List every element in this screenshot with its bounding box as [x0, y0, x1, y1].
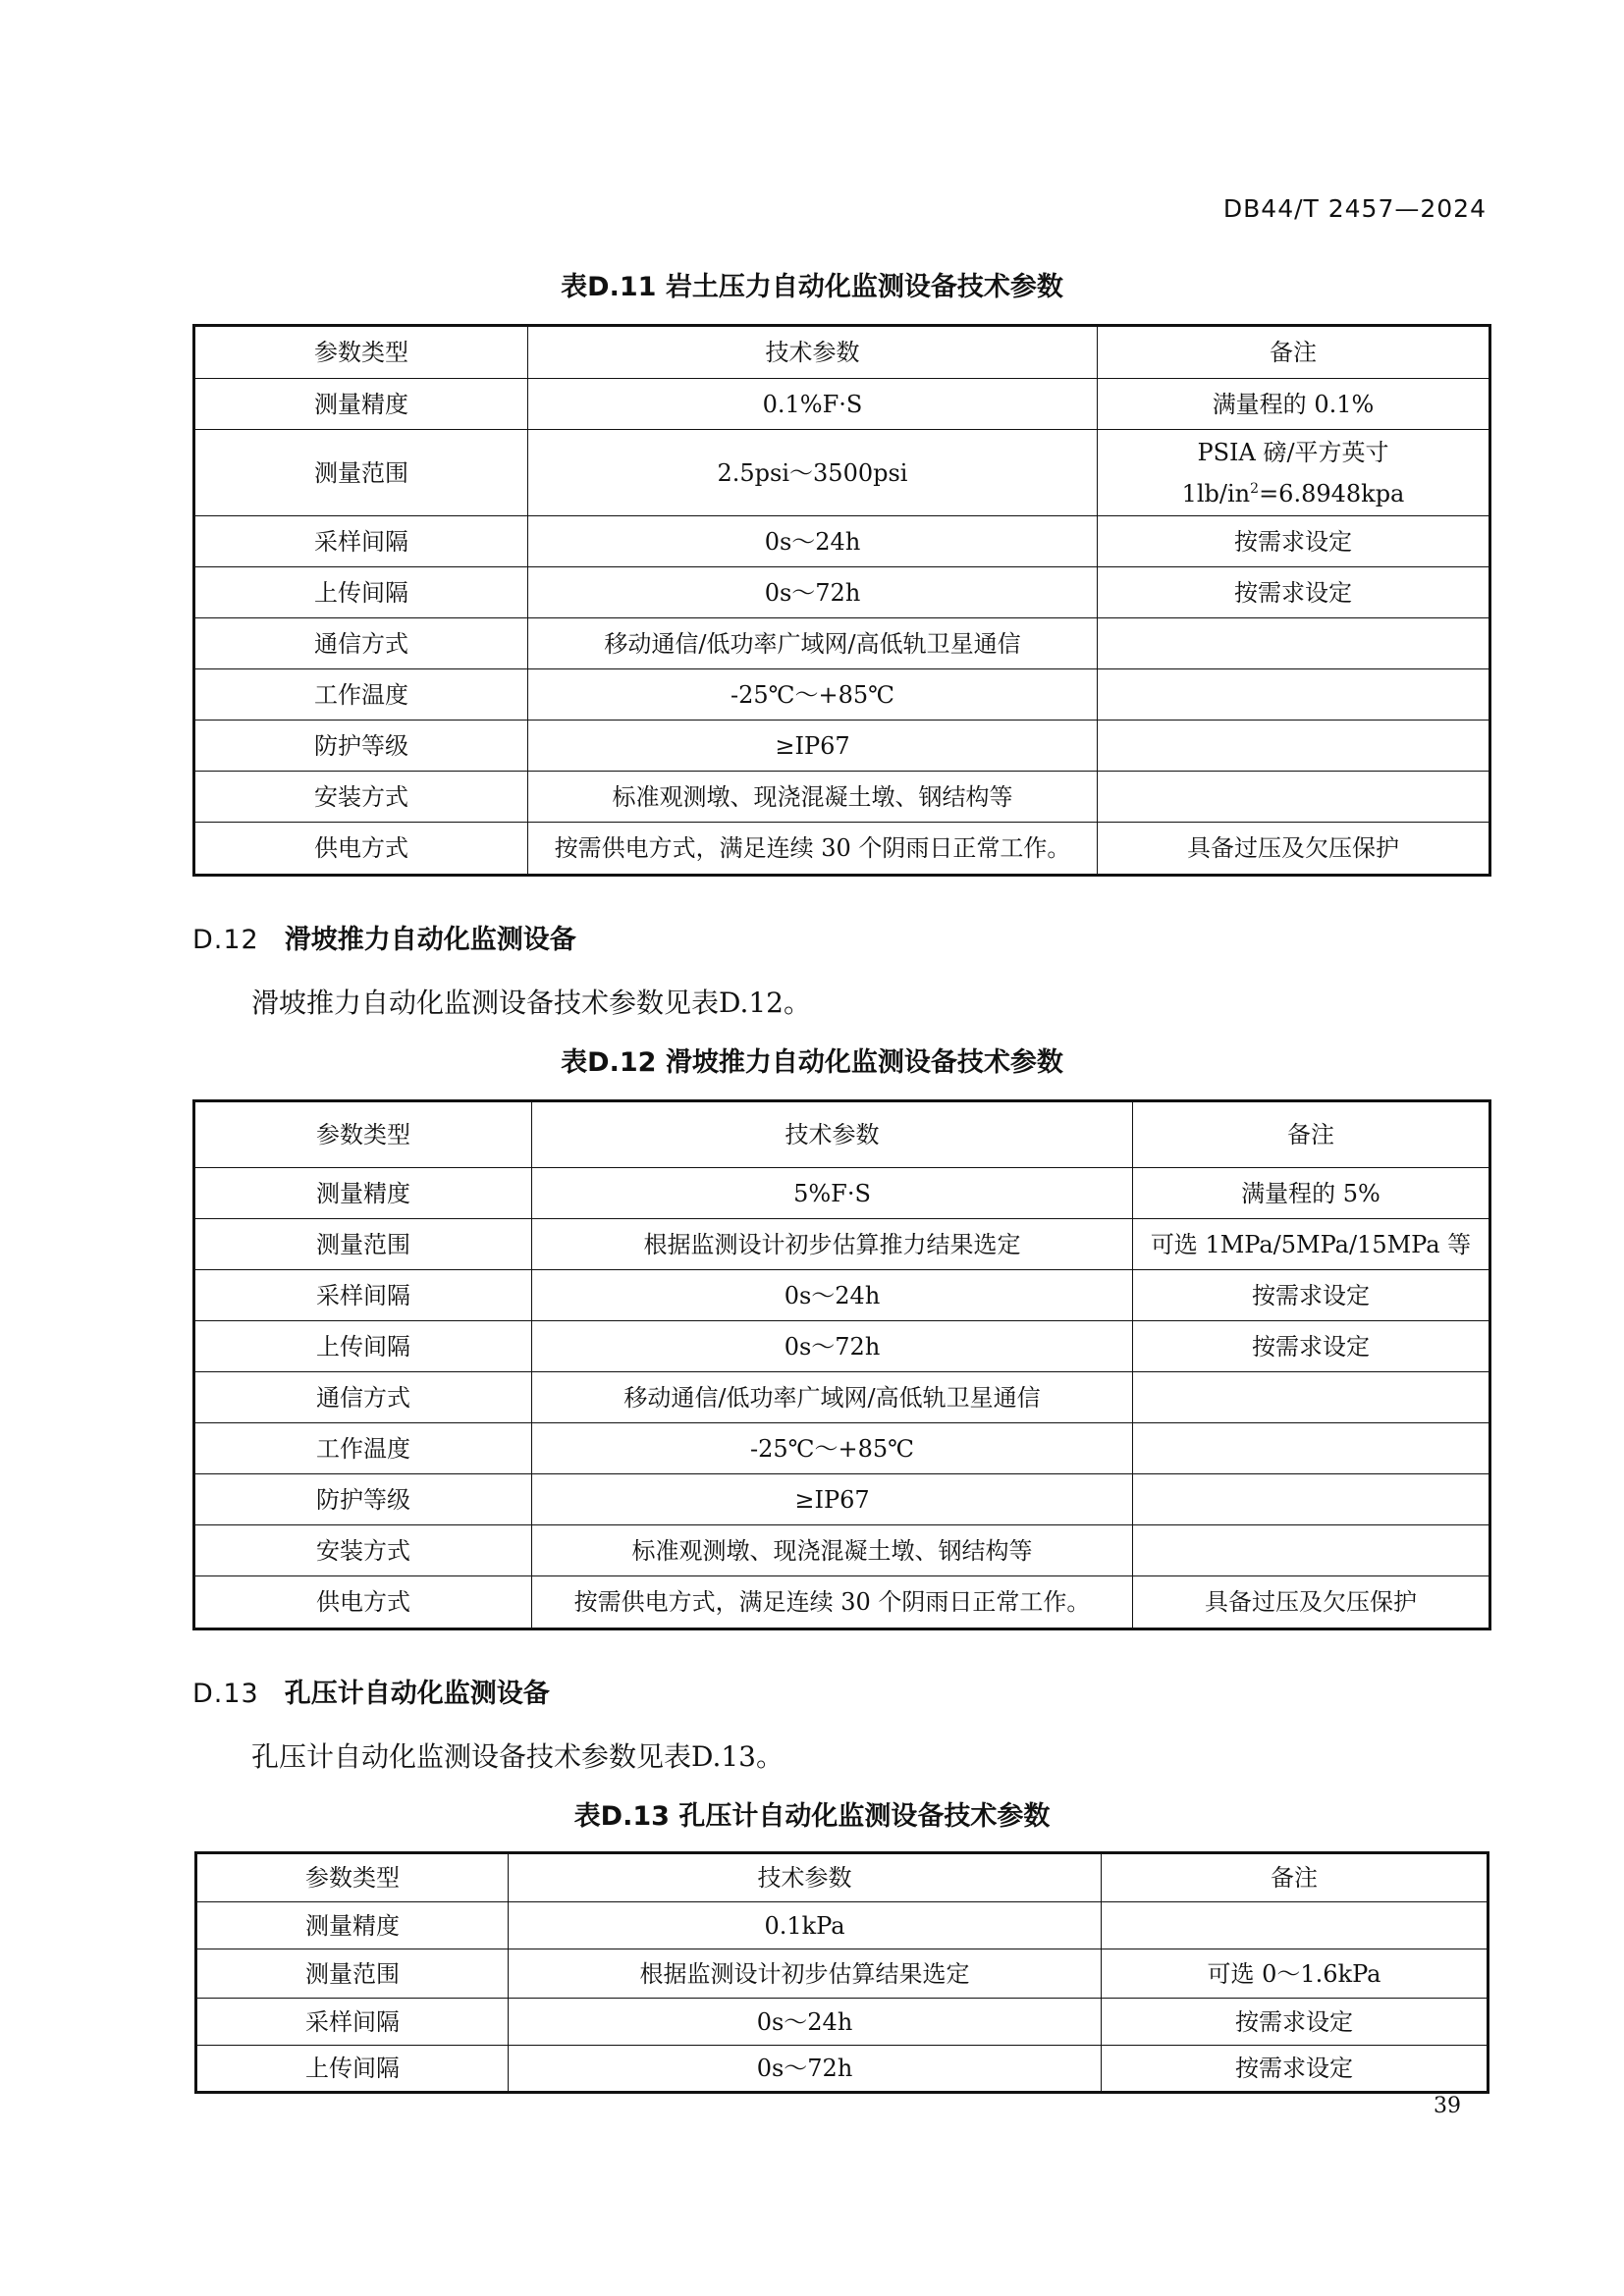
table-cell: 供电方式	[194, 823, 528, 876]
spec-table-d12	[192, 1099, 1491, 1630]
unit-note-part: =6.8948kpa	[1259, 479, 1405, 507]
table-cell: 测量精度	[194, 1168, 532, 1219]
table-cell: 按需求设定	[1102, 1999, 1489, 2046]
table-cell: 按需求设定	[1133, 1270, 1490, 1321]
table-cell: 供电方式	[194, 1576, 532, 1629]
table-cell: 上传间隔	[194, 567, 528, 618]
table-cell: 根据监测设计初步估算推力结果选定	[532, 1219, 1133, 1270]
column-header: 备注	[1133, 1101, 1490, 1168]
table-cell: 安装方式	[194, 1525, 532, 1576]
table-caption-d13: 表D.13 孔压计自动化监测设备技术参数	[573, 1801, 1051, 1832]
table-cell: 工作温度	[194, 1423, 532, 1474]
table-cell: 满量程的 5%	[1133, 1168, 1490, 1219]
table-cell: 测量范围	[196, 1949, 509, 1999]
table-cell	[1098, 669, 1490, 721]
table-row	[194, 1270, 1490, 1321]
table-row	[194, 1474, 1490, 1525]
column-header: 备注	[1098, 326, 1490, 379]
table-cell: 按需求设定	[1133, 1321, 1490, 1372]
table-row	[194, 618, 1490, 669]
table-header-row	[194, 1101, 1490, 1168]
table-cell: 0s～24h	[528, 516, 1098, 567]
table-cell: 具备过压及欠压保护	[1133, 1576, 1490, 1629]
table-row	[194, 1321, 1490, 1372]
table-cell: 5%F·S	[532, 1168, 1133, 1219]
table-cell	[1098, 721, 1490, 772]
table-cell: -25℃～+85℃	[532, 1423, 1133, 1474]
table-row	[194, 1423, 1490, 1474]
table-cell: 标准观测墩、现浇混凝土墩、钢结构等	[528, 772, 1098, 823]
column-header: 参数类型	[194, 1101, 532, 1168]
table-caption-d12: 表D.12 滑坡推力自动化监测设备技术参数	[561, 1047, 1063, 1078]
table-cell: -25℃～+85℃	[528, 669, 1098, 721]
section-title: 孔压计自动化监测设备	[284, 1679, 550, 1709]
table-cell: 可选 1MPa/5MPa/15MPa 等	[1133, 1219, 1490, 1270]
unit-note-exponent: 2	[1250, 480, 1260, 497]
table-cell	[1133, 1474, 1490, 1525]
table-cell: 测量范围	[194, 430, 528, 516]
table-row	[196, 1902, 1489, 1949]
table-row	[196, 1949, 1489, 1999]
table-cell: 工作温度	[194, 669, 528, 721]
table-cell: 测量精度	[194, 379, 528, 430]
table-row	[194, 567, 1490, 618]
table-cell	[1098, 772, 1490, 823]
table-row	[194, 721, 1490, 772]
table-cell: 0s～72h	[532, 1321, 1133, 1372]
document-code: DB44/T 2457—2024	[1222, 194, 1487, 223]
table-row	[194, 1168, 1490, 1219]
table-cell: 0s～24h	[532, 1270, 1133, 1321]
table-cell: 根据监测设计初步估算结果选定	[509, 1949, 1102, 1999]
table-row	[194, 516, 1490, 567]
table-cell: 可选 0～1.6kPa	[1102, 1949, 1489, 1999]
table-cell: 上传间隔	[196, 2046, 509, 2093]
table-cell: 0s～72h	[528, 567, 1098, 618]
table-cell: 按需供电方式，满足连续 30 个阴雨日正常工作。	[528, 823, 1098, 876]
table-cell: 上传间隔	[194, 1321, 532, 1372]
section-heading-d13	[192, 1672, 550, 1710]
table-cell: 满量程的 0.1%	[1098, 379, 1490, 430]
column-header: 技术参数	[532, 1101, 1133, 1168]
spec-table-d11	[192, 324, 1491, 877]
table-header-row	[194, 326, 1490, 379]
table-row	[194, 379, 1490, 430]
table-row	[194, 1576, 1490, 1629]
table-cell: 采样间隔	[194, 1270, 532, 1321]
table-caption-d11: 表D.11 岩土压力自动化监测设备技术参数	[561, 272, 1063, 302]
table-cell	[1133, 1423, 1490, 1474]
section-intro-d12: 滑坡推力自动化监测设备技术参数见表D.12。	[251, 987, 811, 1019]
table-cell	[1098, 430, 1490, 516]
column-header: 技术参数	[528, 326, 1098, 379]
spec-table-d13	[194, 1851, 1489, 2094]
unit-conversion-note	[1104, 473, 1483, 514]
column-header: 技术参数	[509, 1853, 1102, 1902]
table-cell: 标准观测墩、现浇混凝土墩、钢结构等	[532, 1525, 1133, 1576]
table-cell: 安装方式	[194, 772, 528, 823]
table-cell: 防护等级	[194, 1474, 532, 1525]
table-cell: 通信方式	[194, 618, 528, 669]
section-intro-d13: 孔压计自动化监测设备技术参数见表D.13。	[251, 1740, 784, 1773]
table-row	[194, 823, 1490, 876]
table-row	[194, 430, 1490, 516]
table-cell: 移动通信/低功率广域网/高低轨卫星通信	[532, 1372, 1133, 1423]
table-cell: 按需求设定	[1098, 567, 1490, 618]
table-cell: 按需供电方式，满足连续 30 个阴雨日正常工作。	[532, 1576, 1133, 1629]
table-row	[194, 1372, 1490, 1423]
table-cell: 采样间隔	[194, 516, 528, 567]
table-cell: ≥IP67	[528, 721, 1098, 772]
table-cell: 按需求设定	[1102, 2046, 1489, 2093]
table-cell: 移动通信/低功率广域网/高低轨卫星通信	[528, 618, 1098, 669]
table-cell: 测量精度	[196, 1902, 509, 1949]
column-header: 参数类型	[194, 326, 528, 379]
table-cell: ≥IP67	[532, 1474, 1133, 1525]
section-number: D.12	[192, 925, 259, 955]
table-cell: 采样间隔	[196, 1999, 509, 2046]
table-cell: 测量范围	[194, 1219, 532, 1270]
table-cell	[1133, 1372, 1490, 1423]
table-cell: 0s～24h	[509, 1999, 1102, 2046]
table-row	[194, 1525, 1490, 1576]
table-cell	[1133, 1525, 1490, 1576]
section-number: D.13	[192, 1679, 259, 1709]
section-heading-d12	[192, 918, 576, 956]
page-number: 39	[1434, 2094, 1461, 2118]
table-header-row	[196, 1853, 1489, 1902]
table-cell	[1098, 618, 1490, 669]
table-cell: 0.1%F·S	[528, 379, 1098, 430]
section-title: 滑坡推力自动化监测设备	[284, 925, 576, 955]
table-cell	[1102, 1902, 1489, 1949]
table-row	[194, 1219, 1490, 1270]
table-row	[194, 669, 1490, 721]
table-row	[196, 2046, 1489, 2093]
table-row	[196, 1999, 1489, 2046]
column-header: 参数类型	[196, 1853, 509, 1902]
table-cell: 0s～72h	[509, 2046, 1102, 2093]
table-cell: 通信方式	[194, 1372, 532, 1423]
column-header: 备注	[1102, 1853, 1489, 1902]
table-cell: 2.5psi～3500psi	[528, 430, 1098, 516]
table-cell: 具备过压及欠压保护	[1098, 823, 1490, 876]
unit-note-part: 1lb/in	[1181, 479, 1251, 507]
table-cell: 按需求设定	[1098, 516, 1490, 567]
cell-line: PSIA 磅/平方英寸	[1197, 438, 1389, 466]
table-cell: 防护等级	[194, 721, 528, 772]
table-row	[194, 772, 1490, 823]
table-cell: 0.1kPa	[509, 1902, 1102, 1949]
